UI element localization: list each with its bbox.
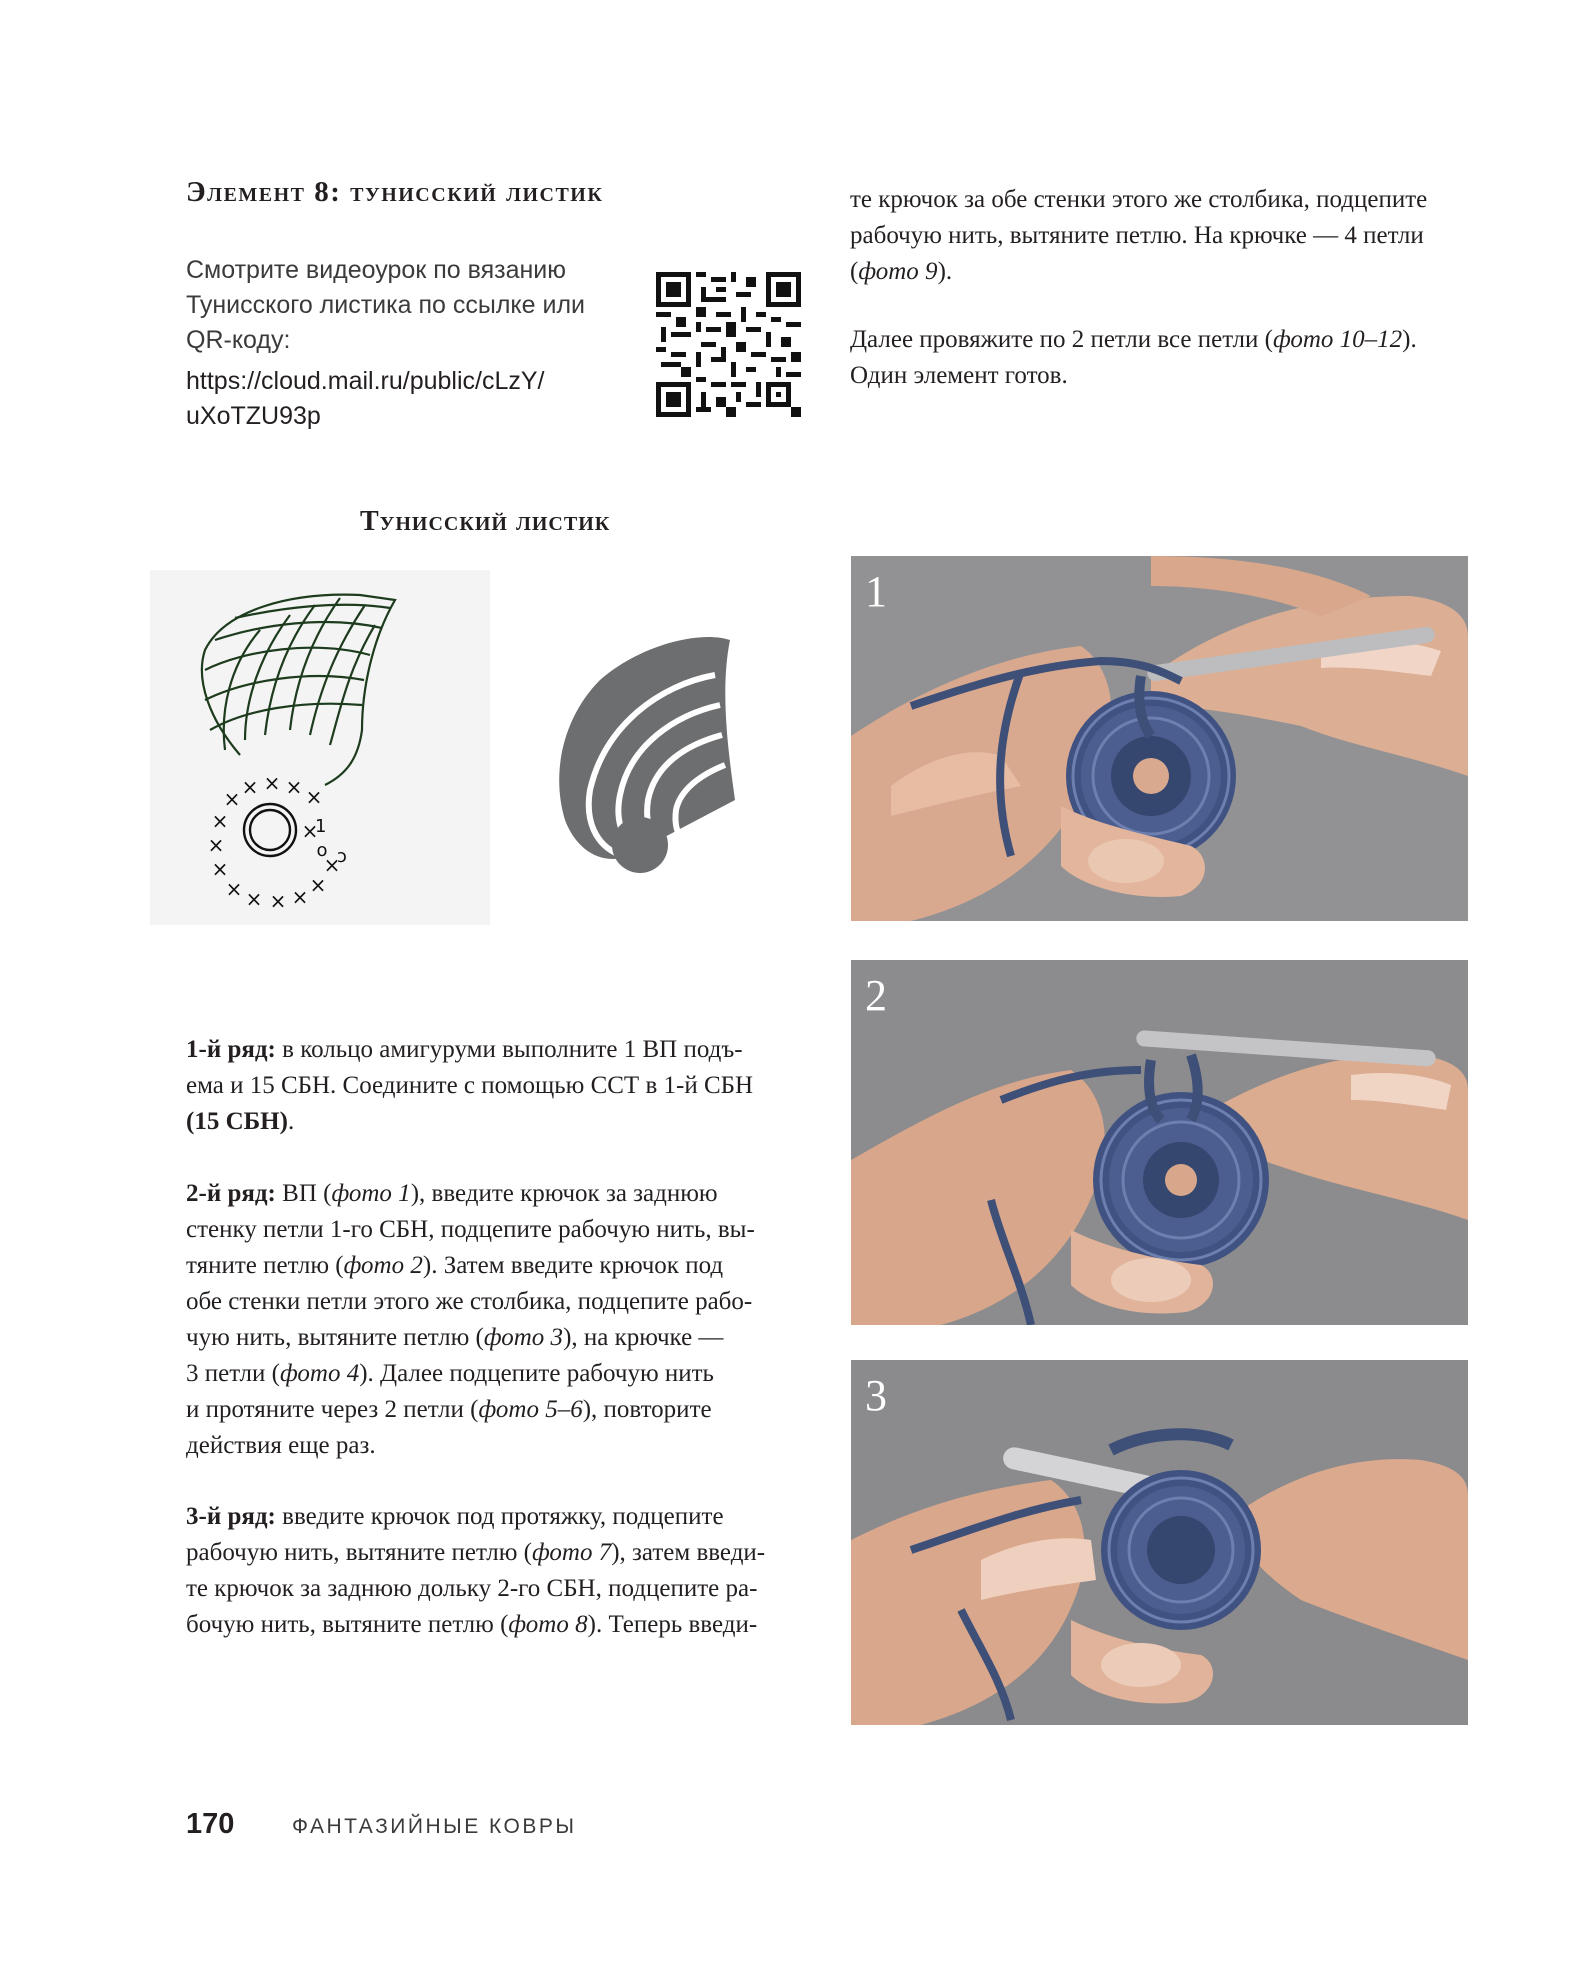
svg-text:×: × bbox=[245, 887, 263, 911]
svg-text:ↄ: ↄ bbox=[337, 846, 347, 867]
svg-text:×: × bbox=[309, 873, 327, 897]
row-label: 2-й ряд: bbox=[186, 1180, 276, 1207]
photo-1-illustration bbox=[851, 556, 1468, 921]
text-line: те крючок за обе стенки этого же столбика, подцепите bbox=[850, 186, 1428, 213]
section-heading: Элемент 8: тунисский листик bbox=[186, 176, 604, 208]
page-number: 170 bbox=[186, 1808, 235, 1840]
photo-number: 1 bbox=[865, 567, 887, 616]
text-line: и протяните через 2 петли (фото 5–6), повторите bbox=[186, 1396, 712, 1423]
svg-text:×: × bbox=[223, 787, 241, 811]
svg-text:×: × bbox=[285, 775, 303, 799]
text-line: рабочую нить, вытяните петлю. На крючке — 4 петли bbox=[850, 222, 1424, 249]
row-2-paragraph bbox=[186, 1176, 806, 1464]
photo-ref: фото 7 bbox=[531, 1539, 612, 1566]
svg-text:×: × bbox=[211, 809, 229, 833]
diagram-number: 1 bbox=[315, 816, 327, 837]
photo-ref: фото 8 bbox=[508, 1611, 588, 1638]
video-lesson-text bbox=[186, 253, 616, 358]
running-footer: ФАНТАЗИЙНЫЕ КОВРЫ bbox=[292, 1815, 577, 1838]
photo-ref: фото 4 bbox=[279, 1360, 360, 1387]
photo-3 bbox=[851, 1360, 1468, 1725]
photo-ref: фото 2 bbox=[343, 1252, 423, 1279]
leaf-shape-icon bbox=[550, 630, 740, 890]
svg-text:×: × bbox=[263, 771, 281, 795]
text-line: ема и 15 СБН. Соедините с помощью ССТ в 1-й СБН bbox=[186, 1072, 754, 1099]
text-line: (фото 9). bbox=[850, 258, 953, 285]
qr-code-icon[interactable] bbox=[656, 272, 801, 417]
photo-ref: фото 1 bbox=[331, 1180, 411, 1207]
text-line: Один элемент готов. bbox=[850, 362, 1068, 389]
photo-3-illustration bbox=[851, 1360, 1468, 1725]
final-paragraph bbox=[850, 322, 1470, 394]
row-3-paragraph bbox=[186, 1499, 806, 1643]
svg-text:×: × bbox=[207, 833, 225, 857]
photo-1 bbox=[851, 556, 1468, 921]
svg-text:×: × bbox=[301, 819, 319, 843]
video-text-line: QR-коду: bbox=[186, 326, 291, 354]
row-label: 3-й ряд: bbox=[186, 1503, 276, 1530]
photo-number: 2 bbox=[865, 971, 887, 1020]
row-1-paragraph bbox=[186, 1032, 806, 1140]
photo-ref: фото 9 bbox=[858, 258, 938, 285]
row-label: 1-й ряд: bbox=[186, 1036, 276, 1063]
svg-text:×: × bbox=[323, 853, 341, 877]
text-line: действия еще раз. bbox=[186, 1432, 376, 1459]
text-line: чую нить, вытяните петлю (фото 3), на крючке — bbox=[186, 1324, 724, 1351]
photo-number: 3 bbox=[865, 1371, 887, 1420]
svg-text:×: × bbox=[291, 885, 309, 909]
text-line: обе стенки петли этого же столбика, подцепите рабо- bbox=[186, 1288, 753, 1315]
photo-2-illustration bbox=[851, 960, 1468, 1325]
photo-2 bbox=[851, 960, 1468, 1325]
svg-text:×: × bbox=[225, 877, 243, 901]
text-line: бочую нить, вытяните петлю (фото 8). Теперь введи- bbox=[186, 1611, 758, 1638]
diagram-title: Тунисский листик bbox=[360, 506, 611, 537]
text-line: рабочую нить, вытяните петлю (фото 7), затем введи- bbox=[186, 1539, 766, 1566]
video-text-line: Тунисского листика по ссылке или bbox=[186, 291, 586, 319]
svg-text:×: × bbox=[269, 889, 287, 913]
text-line: тяните петлю (фото 2). Затем введите крючок под bbox=[186, 1252, 724, 1279]
svg-text:×: × bbox=[211, 857, 229, 881]
svg-text:×: × bbox=[305, 785, 323, 809]
continued-paragraph bbox=[850, 182, 1470, 290]
text-line: 3-й ряд: введите крючок под протяжку, подцепите bbox=[186, 1503, 724, 1530]
video-link[interactable] bbox=[186, 364, 616, 434]
text-line: стенку петли 1-го СБН, подцепите рабочую нить, вы- bbox=[186, 1216, 755, 1243]
svg-text:×: × bbox=[241, 775, 259, 799]
photo-ref: фото 10–12 bbox=[1272, 326, 1403, 353]
photo-ref: фото 5–6 bbox=[478, 1396, 583, 1423]
svg-text:o: o bbox=[316, 840, 328, 861]
text-line: 1-й ряд: в кольцо амигуруми выполните 1 ВП подъ- bbox=[186, 1036, 743, 1063]
text-line: 2-й ряд: ВП (фото 1), введите крючок за заднюю bbox=[186, 1180, 718, 1207]
video-link-line[interactable]: uXoTZU93p bbox=[186, 402, 321, 430]
text-line: те крючок за заднюю дольку 2-го СБН, подцепите ра- bbox=[186, 1575, 758, 1602]
photo-ref: фото 3 bbox=[483, 1324, 564, 1351]
text-line: Далее провяжите по 2 петли все петли (фото 10–12). bbox=[850, 326, 1417, 353]
text-line: 3 петли (фото 4). Далее подцепите рабочую нить bbox=[186, 1360, 714, 1387]
video-text-line: Смотрите видеоурок по вязанию bbox=[186, 256, 567, 284]
crochet-chart bbox=[150, 570, 490, 925]
video-link-line[interactable]: https://cloud.mail.ru/public/cLzY/ bbox=[186, 367, 545, 395]
text-line: (15 СБН). bbox=[186, 1108, 295, 1135]
